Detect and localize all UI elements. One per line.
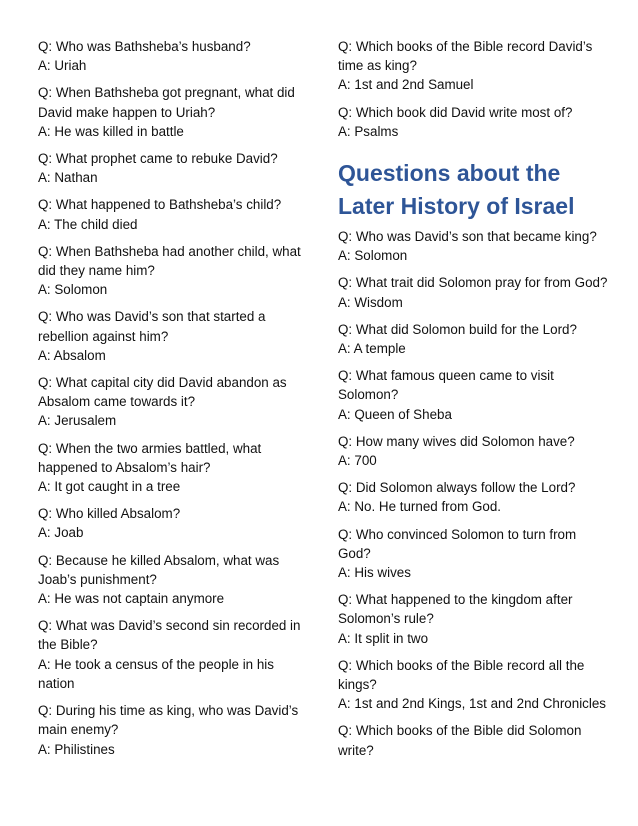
answer-text: A: It split in two: [338, 630, 429, 646]
question-text: Q: Which books of the Bible did Solomon write?: [338, 723, 582, 758]
qa-item: [38, 195, 310, 233]
qa-item: [38, 37, 310, 75]
answer-text: A: Solomon: [38, 282, 108, 298]
question-text: Q: What was David’s second sin recorded in the Bible?: [38, 618, 301, 653]
question-text: Q: Who killed Absalom?: [38, 506, 181, 522]
answer-text: A: Psalms: [338, 123, 399, 139]
answer-text: A: Queen of Sheba: [338, 406, 452, 422]
answer-text: A: His wives: [338, 565, 411, 581]
qa-item: [338, 721, 608, 759]
question-text: Q: Who convinced Solomon to turn from God?: [338, 526, 577, 561]
question-text: Q: Who was David’s son that started a rebellion against him?: [38, 309, 266, 344]
right-column: [338, 37, 608, 768]
answer-text: A: A temple: [338, 341, 406, 357]
question-text: Q: Which books of the Bible record David’s time as king?: [338, 39, 593, 74]
question-text: Q: Who was Bathsheba’s husband?: [38, 39, 251, 54]
answer-text: A: He was killed in battle: [38, 123, 184, 139]
left-column: [38, 37, 310, 767]
question-text: Q: What prophet came to rebuke David?: [38, 151, 278, 167]
qa-item: [38, 242, 310, 300]
answer-text: A: Nathan: [38, 170, 98, 186]
answer-text: A: Joab: [38, 525, 84, 541]
qa-item: [38, 701, 310, 759]
answer-text: A: 1st and 2nd Samuel: [338, 77, 474, 93]
answer-text: A: Absalom: [38, 347, 106, 363]
question-text: Q: How many wives did Solomon have?: [338, 433, 575, 449]
question-text: Q: What famous queen came to visit Solomon?: [338, 368, 554, 403]
question-text: Q: What did Solomon build for the Lord?: [338, 321, 577, 337]
qa-item: [38, 149, 310, 187]
question-text: Q: Which book did David write most of?: [338, 104, 573, 120]
question-text: Q: During his time as king, who was David’s main enemy?: [38, 703, 299, 738]
question-text: Q: What trait did Solomon pray for from God?: [338, 275, 608, 291]
qa-item: [38, 551, 310, 609]
qa-item: [38, 373, 310, 431]
qa-item: [38, 307, 310, 365]
answer-text: A: Uriah: [38, 58, 87, 74]
qa-item: [38, 83, 310, 141]
answer-text: A: The child died: [38, 216, 138, 232]
question-text: Q: When Bathsheba got pregnant, what did David make happen to Uriah?: [38, 85, 295, 120]
answer-text: A: Solomon: [338, 248, 408, 264]
answer-text: A: 700: [338, 453, 377, 469]
answer-text: A: Philistines: [38, 741, 115, 757]
question-text: Q: What capital city did David abandon as Absalom came towards it?: [38, 375, 287, 410]
question-text: Q: What happened to the kingdom after Solomon’s rule?: [338, 592, 573, 627]
qa-item: [338, 525, 608, 583]
qa-item: [338, 320, 608, 358]
qa-item: [338, 227, 608, 265]
answer-text: A: No. He turned from God.: [338, 499, 501, 515]
qa-item: [338, 37, 608, 95]
answer-text: A: He was not captain anymore: [38, 591, 225, 607]
question-text: Q: Because he killed Absalom, what was Joab’s punishment?: [38, 552, 280, 587]
answer-text: A: Wisdom: [338, 294, 403, 310]
answer-text: A: Jerusalem: [38, 413, 117, 429]
qa-item: [338, 273, 608, 311]
qa-item: [338, 103, 608, 141]
answer-text: A: It got caught in a tree: [38, 479, 181, 495]
qa-list-right-bottom: [338, 227, 608, 760]
answer-text: A: 1st and 2nd Kings, 1st and 2nd Chronicles: [338, 696, 606, 712]
qa-item: [38, 616, 310, 693]
qa-item: [38, 504, 310, 542]
question-text: Q: Who was David’s son that became king?: [338, 229, 597, 245]
question-text: Q: Did Solomon always follow the Lord?: [338, 480, 576, 496]
qa-item: [338, 432, 608, 470]
question-text: Q: When Bathsheba had another child, what did they name him?: [38, 243, 301, 279]
qa-item: [338, 590, 608, 648]
qa-list-left: [38, 37, 310, 759]
qa-item: [338, 656, 608, 714]
qa-item: [338, 366, 608, 424]
qa-item: [38, 439, 310, 497]
qa-item: [338, 478, 608, 516]
question-text: Q: Which books of the Bible record all the kings?: [338, 657, 585, 693]
section-heading: Questions about the Later History of Israel: [338, 160, 575, 220]
question-text: Q: When the two armies battled, what happened to Absalom’s hair?: [38, 440, 262, 475]
qa-list-right-top: [338, 37, 608, 141]
question-text: Q: What happened to Bathsheba’s child?: [38, 197, 282, 213]
answer-text: A: He took a census of the people in his nation: [38, 656, 274, 691]
